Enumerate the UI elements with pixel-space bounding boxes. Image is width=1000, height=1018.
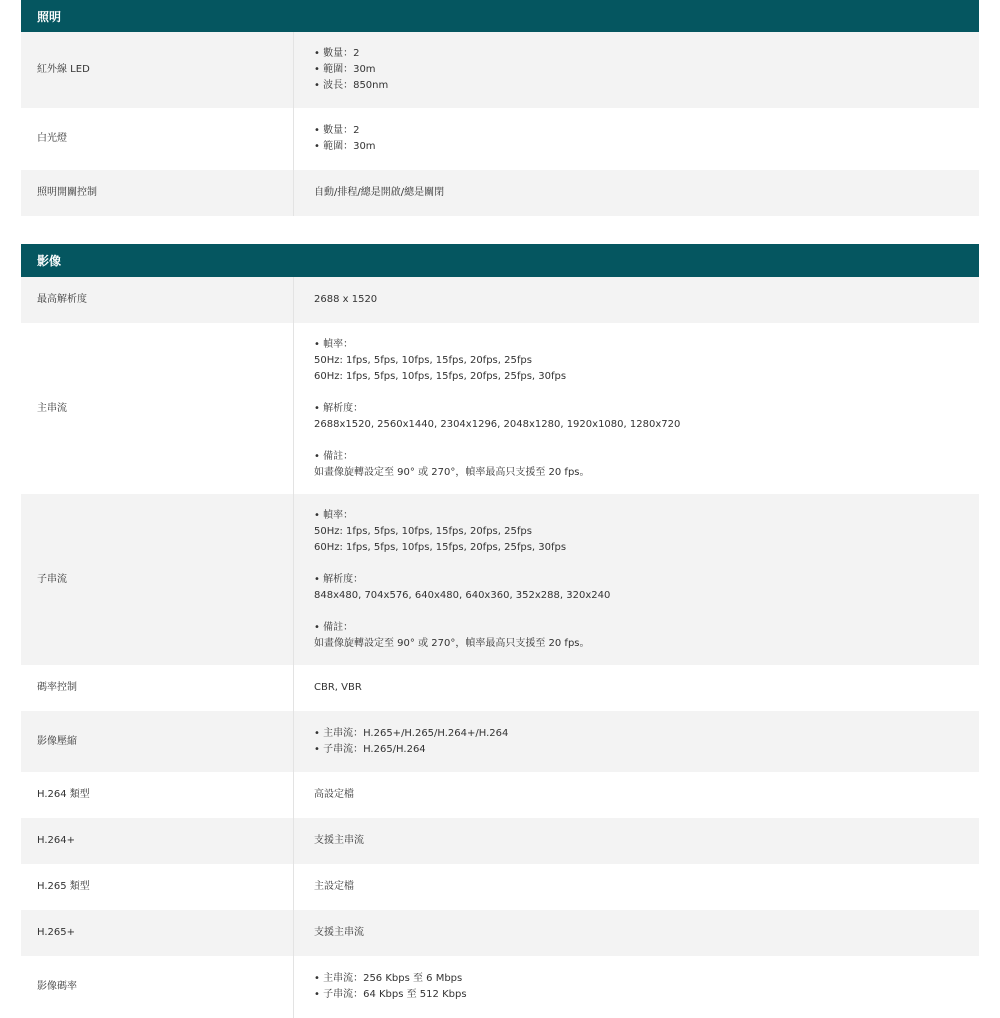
spec-row	[21, 323, 979, 494]
spec-value: 支援主串流	[314, 835, 364, 846]
spec-row	[21, 956, 979, 1018]
spec-label: 最高解析度	[21, 277, 294, 323]
section-title-text: 影像	[37, 254, 62, 268]
spec-label: 影像碼率	[21, 956, 294, 1018]
spec-value: 高設定檔	[314, 789, 354, 800]
spec-label: 白光燈	[21, 108, 294, 170]
spec-value: CBR, VBR	[314, 682, 362, 693]
spec-value: • 幀率： 50Hz: 1fps, 5fps, 10fps, 15fps, 20fps, 25fps 60Hz: 1fps, 5fps, 10fps, 15fps, 20fps, 25fps, 30fps • 解析度： 2688x1520, 2560x1440, 2304x1296, 2048x1280, 1920x1080, 1280x720 • 備註： 如畫像旋轉設定至 90° 或 270°，幀率最高只支援至 20 fps。	[314, 338, 681, 478]
spec-value: • 數量：2 • 範圍：30m	[314, 125, 376, 152]
spec-label: 影像壓縮	[21, 711, 294, 772]
spec-value: 自動/排程/總是開啟/總是關閉	[314, 187, 445, 198]
section-title-text: 照明	[37, 9, 62, 24]
spec-label: H.264 類型	[21, 772, 294, 818]
spec-row	[21, 711, 979, 772]
spec-row	[21, 32, 979, 108]
section-title-video	[21, 244, 979, 277]
spec-value: 支援主串流	[314, 927, 364, 938]
spec-row	[21, 494, 979, 665]
spec-value: • 數量：2 • 範圍：30m • 波長：850nm	[314, 48, 389, 91]
spec-section-video	[21, 244, 979, 1018]
section-title-lighting	[21, 0, 979, 32]
spec-row	[21, 772, 979, 818]
spec-value: • 主串流：H.265+/H.265/H.264+/H.264 • 子串流：H.265/H.264	[314, 727, 509, 755]
spec-value: 2688 x 1520	[314, 294, 378, 305]
spec-label: H.265+	[21, 910, 294, 956]
spec-row	[21, 277, 979, 323]
spec-value: • 幀率： 50Hz: 1fps, 5fps, 10fps, 15fps, 20fps, 25fps 60Hz: 1fps, 5fps, 10fps, 15fps, 20fps, 25fps, 30fps • 解析度： 848x480, 704x576, 640x480, 640x360, 352x288, 320x240 • 備註： 如畫像旋轉設定至 90° 或 270°，幀率最高只支援至 20 fps。	[314, 509, 611, 649]
spec-label: 照明開關控制	[21, 170, 294, 216]
spec-label: 碼率控制	[21, 665, 294, 711]
spec-label: H.265 類型	[21, 864, 294, 910]
spec-label: 紅外線 LED	[21, 32, 294, 108]
spec-row	[21, 108, 979, 170]
spec-row	[21, 864, 979, 910]
spec-section-lighting	[21, 0, 979, 216]
spec-value: • 主串流：256 Kbps 至 6 Mbps • 子串流：64 Kbps 至 512 Kbps	[314, 973, 467, 1000]
spec-value: 主設定檔	[314, 881, 354, 892]
spec-row	[21, 665, 979, 711]
spec-label: H.264+	[21, 818, 294, 864]
spec-label: 主串流	[21, 323, 294, 494]
spec-row	[21, 818, 979, 864]
spec-label: 子串流	[21, 494, 294, 665]
spec-row	[21, 910, 979, 956]
spec-row	[21, 170, 979, 216]
